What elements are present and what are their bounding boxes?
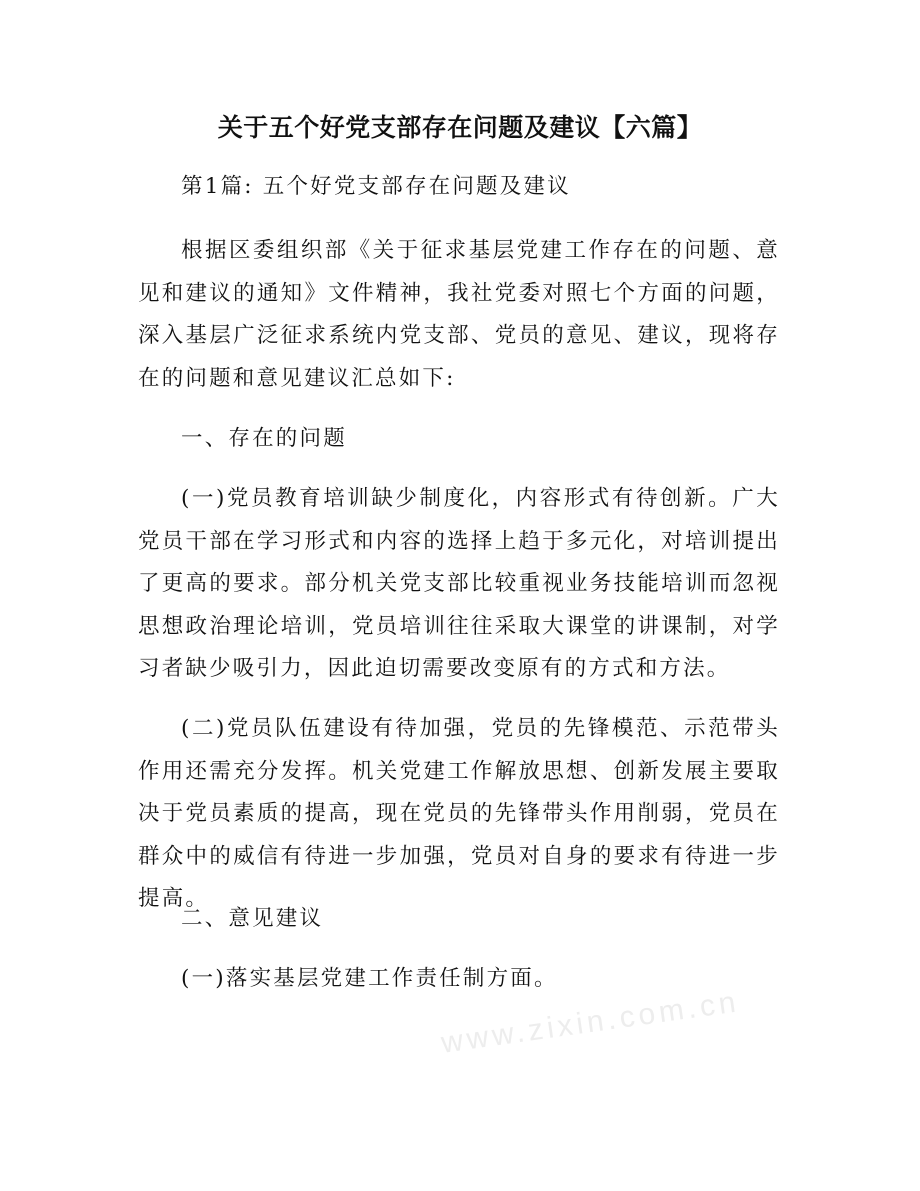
- suggestion-paragraph-1: (一)落实基层党建工作责任制方面。: [181, 966, 558, 991]
- problem-paragraph-1: (一)党员教育培训缺少制度化，内容形式有待创新。广大党员干部在学习形式和内容的选择上趋于多元化，对培训提出了更高的要求。部分机关党支部比较重视业务技能培训而忽视思想政治理论培训，党员培训往往采取大课堂的讲课制，对学习者缺少吸引力，因此迫切需要改变原有的方式和方法。: [138, 486, 780, 681]
- section-heading: 第1篇: 五个好党支部存在问题及建议: [181, 174, 571, 199]
- heading-problems: 一、存在的问题: [181, 426, 347, 451]
- watermark: www.zixin.com.cn: [439, 985, 742, 1060]
- heading-suggestions: 二、意见建议: [181, 906, 324, 931]
- problem-paragraph-2: (二)党员队伍建设有待加强，党员的先锋模范、示范带头作用还需充分发挥。机关党建工作解放思想、创新发展主要取决于党员素质的提高，现在党员的先锋带头作用削弱，党员在群众中的威信有待进一步加强，党员对自身的要求有待进一步提高。: [138, 716, 780, 911]
- intro-paragraph: 根据区委组织部《关于征求基层党建工作存在的问题、意见和建议的通知》文件精神，我社党委对照七个方面的问题，深入基层广泛征求系统内党支部、党员的意见、建议，现将存在的问题和意见建议汇总如下:: [138, 238, 780, 391]
- document-title: 关于五个好党支部存在问题及建议【六篇】: [217, 113, 703, 142]
